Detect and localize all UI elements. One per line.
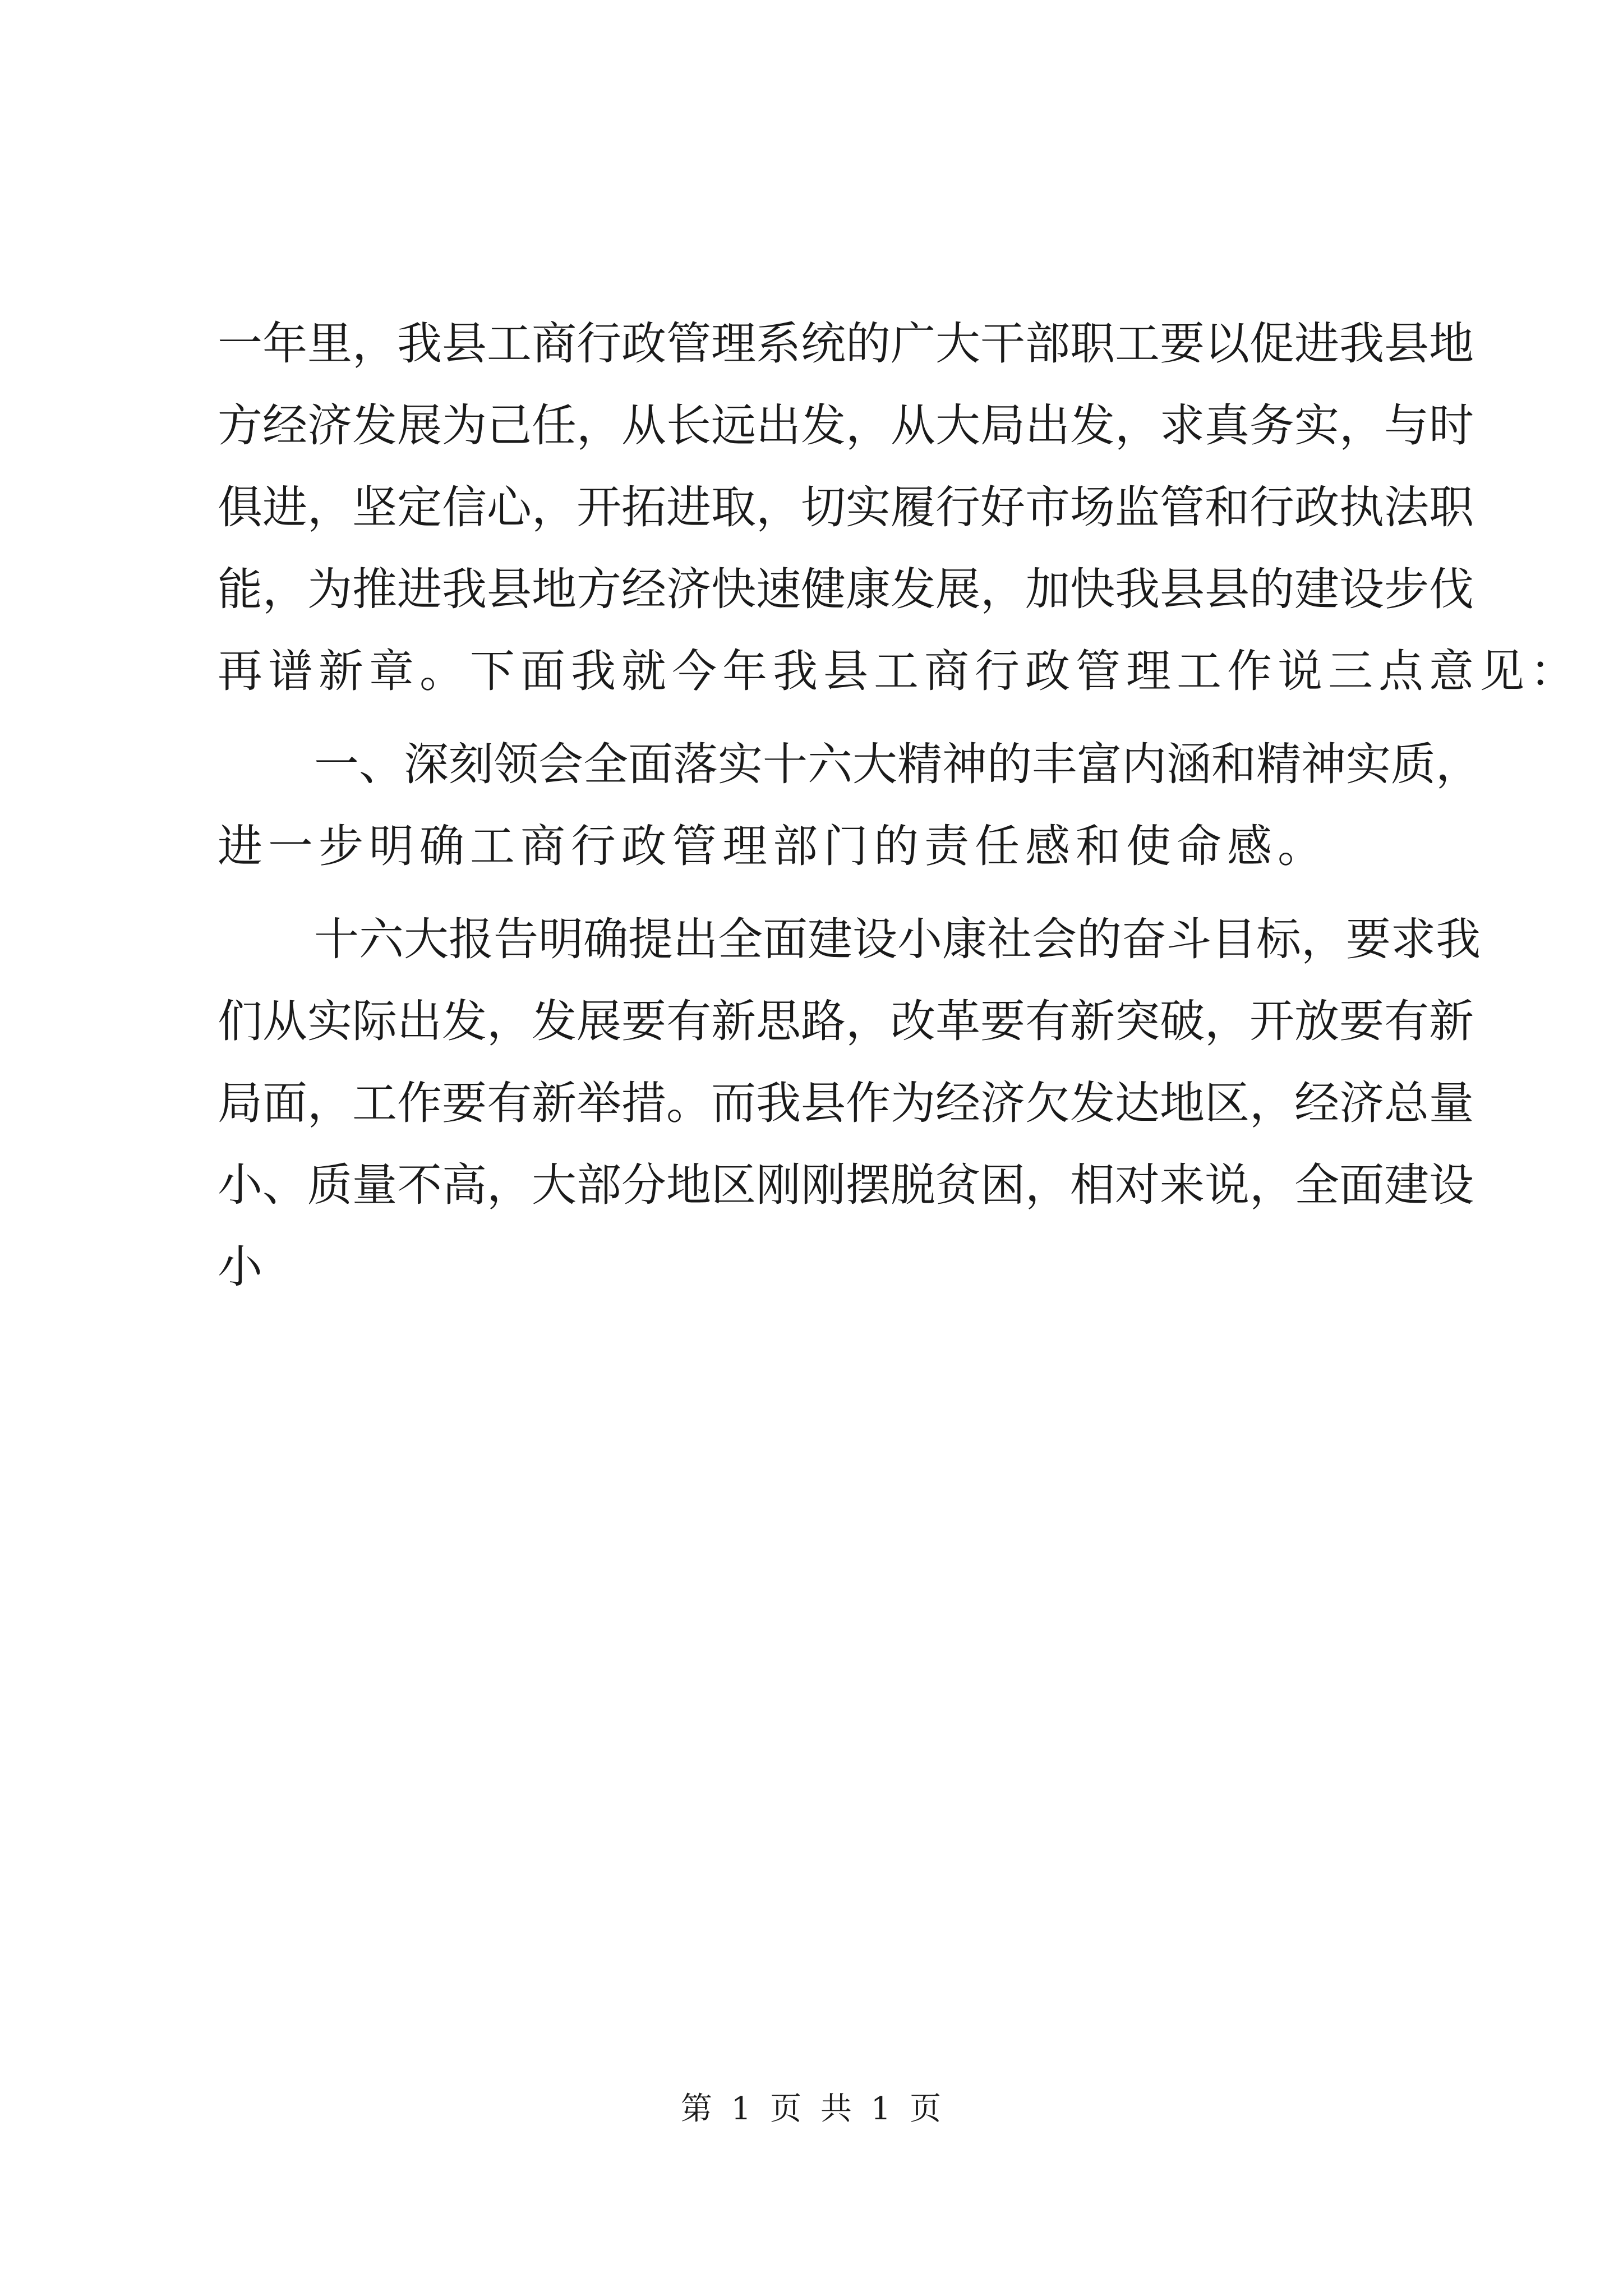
text-line: 进一步明确工商行政管理部门的责任感和使命感。 <box>218 820 1328 872</box>
text-line: 十六大报告明确提出全面建设小康社会的奋斗目标，要求我 <box>314 913 1481 965</box>
page-footer: 第 1 页 共 1 页 <box>680 2091 943 2127</box>
text-line: 方经济发展为己任，从长远出发，从大局出发，求真务实，与时 <box>218 399 1474 452</box>
text-line: 一、深刻领会全面落实十六大精神的丰富内涵和精神实质， <box>314 738 1481 790</box>
text-line: 俱进，坚定信心，开拓进取，切实履行好市场监管和行政执法职 <box>218 481 1474 533</box>
text-line: 局面，工作要有新举措。而我县作为经济欠发达地区，经济总量 <box>218 1077 1474 1129</box>
document-body <box>218 303 1580 1308</box>
paragraph-2-heading <box>218 724 1481 887</box>
text-line: 们从实际出发，发展要有新思路，改革要有新突破，开放要有新 <box>218 995 1474 1047</box>
text-line: 一年里，我县工商行政管理系统的广大干部职工要以促进我县地 <box>218 318 1474 370</box>
paragraph-1 <box>218 303 1580 712</box>
text-line: 小 <box>218 1241 268 1293</box>
paragraph-3 <box>218 899 1481 1308</box>
text-line: 能，为推进我县地方经济快速健康发展，加快我县县的建设步伐 <box>218 563 1474 615</box>
text-line: 小、质量不高，大部分地区刚刚摆脱贫困，相对来说，全面建设 <box>218 1159 1474 1211</box>
text-line: 再谱新章。下面我就今年我县工商行政管理工作说三点意见： <box>218 645 1580 697</box>
